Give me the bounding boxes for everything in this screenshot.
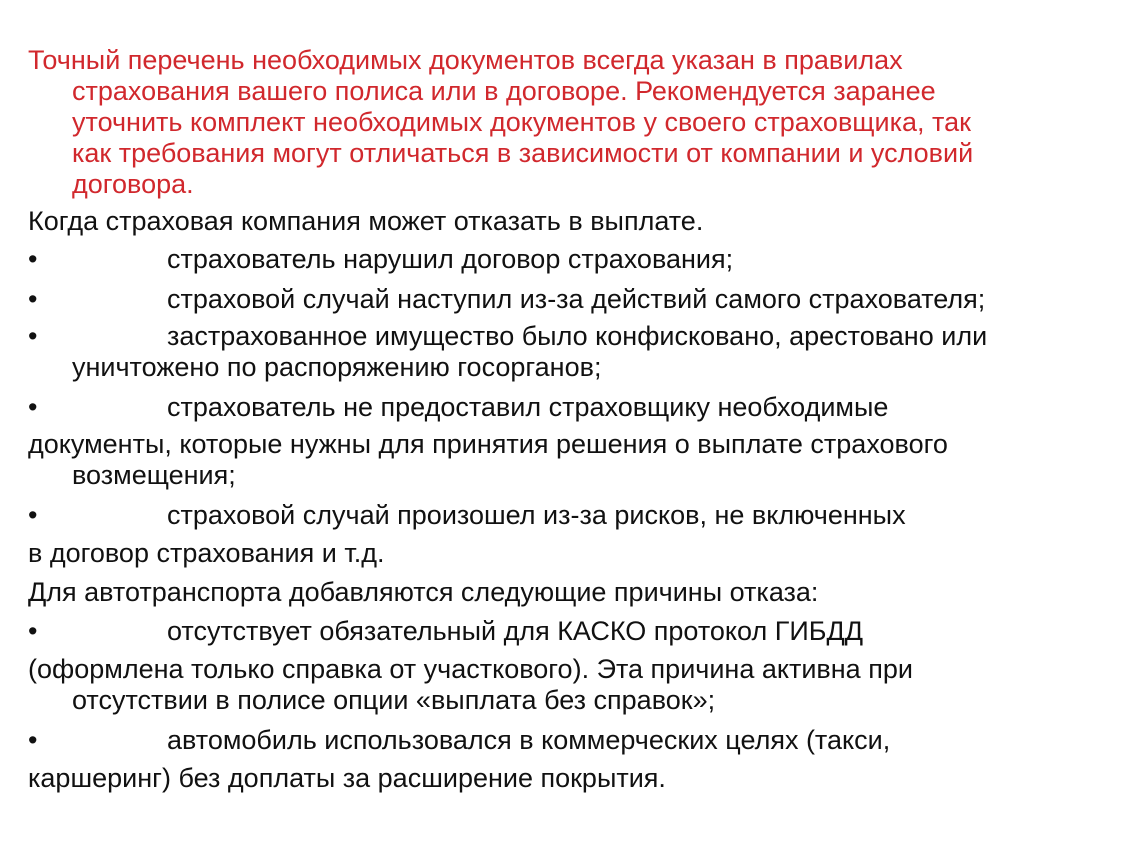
list-item-text: отсутствует обязательный для КАСКО протокол ГИБДД — [167, 616, 864, 646]
bullet-icon: • — [28, 244, 38, 274]
bullet-icon: • — [28, 725, 38, 755]
bullet-icon: • — [28, 616, 38, 646]
note-line: страхования вашего полиса или в договоре. Рекомендуется заранее — [72, 76, 936, 106]
list-item-text: каршеринг) без доплаты за расширение покрытия. — [28, 763, 666, 793]
bullet-icon: • — [28, 500, 38, 530]
list-item-text: страхователь нарушил договор страхования; — [167, 244, 734, 274]
list-item-text: страховой случай наступил из-за действий самого страхователя; — [167, 284, 986, 314]
list-item-text: страхователь не предоставил страховщику необходимые — [167, 392, 889, 422]
list-item-text: уничтожено по распоряжению госорганов; — [72, 352, 602, 382]
list-item-text: документы, которые нужны для принятия решения о выплате страхового — [28, 429, 948, 459]
note-line: договора. — [72, 169, 194, 199]
note-line: Точный перечень необходимых документов всегда указан в правилах — [28, 45, 903, 75]
note-line: как требования могут отличаться в зависимости от компании и условий — [72, 138, 974, 168]
bullet-icon: • — [28, 284, 38, 314]
list-item-text: в договор страхования и т.д. — [28, 538, 385, 568]
list-item-text: возмещения; — [72, 460, 236, 490]
bullet-icon: • — [28, 392, 38, 422]
auto-intro: Для автотранспорта добавляются следующие причины отказа: — [28, 577, 819, 607]
bullet-icon: • — [28, 321, 38, 351]
list-item-text: застрахованное имущество было конфисковано, арестовано или — [167, 321, 988, 351]
list-item-text: страховой случай произошел из-за рисков, не включенных — [167, 500, 906, 530]
note-line: уточнить комплект необходимых документов у своего страховщика, так — [72, 107, 971, 137]
list-item-text: отсутствии в полисе опции «выплата без справок»; — [72, 685, 716, 715]
refusal-intro: Когда страховая компания может отказать в выплате. — [28, 206, 704, 236]
list-item-text: автомобиль использовался в коммерческих целях (такси, — [167, 725, 891, 755]
list-item-text: (оформлена только справка от участкового). Эта причина активна при — [28, 654, 913, 684]
